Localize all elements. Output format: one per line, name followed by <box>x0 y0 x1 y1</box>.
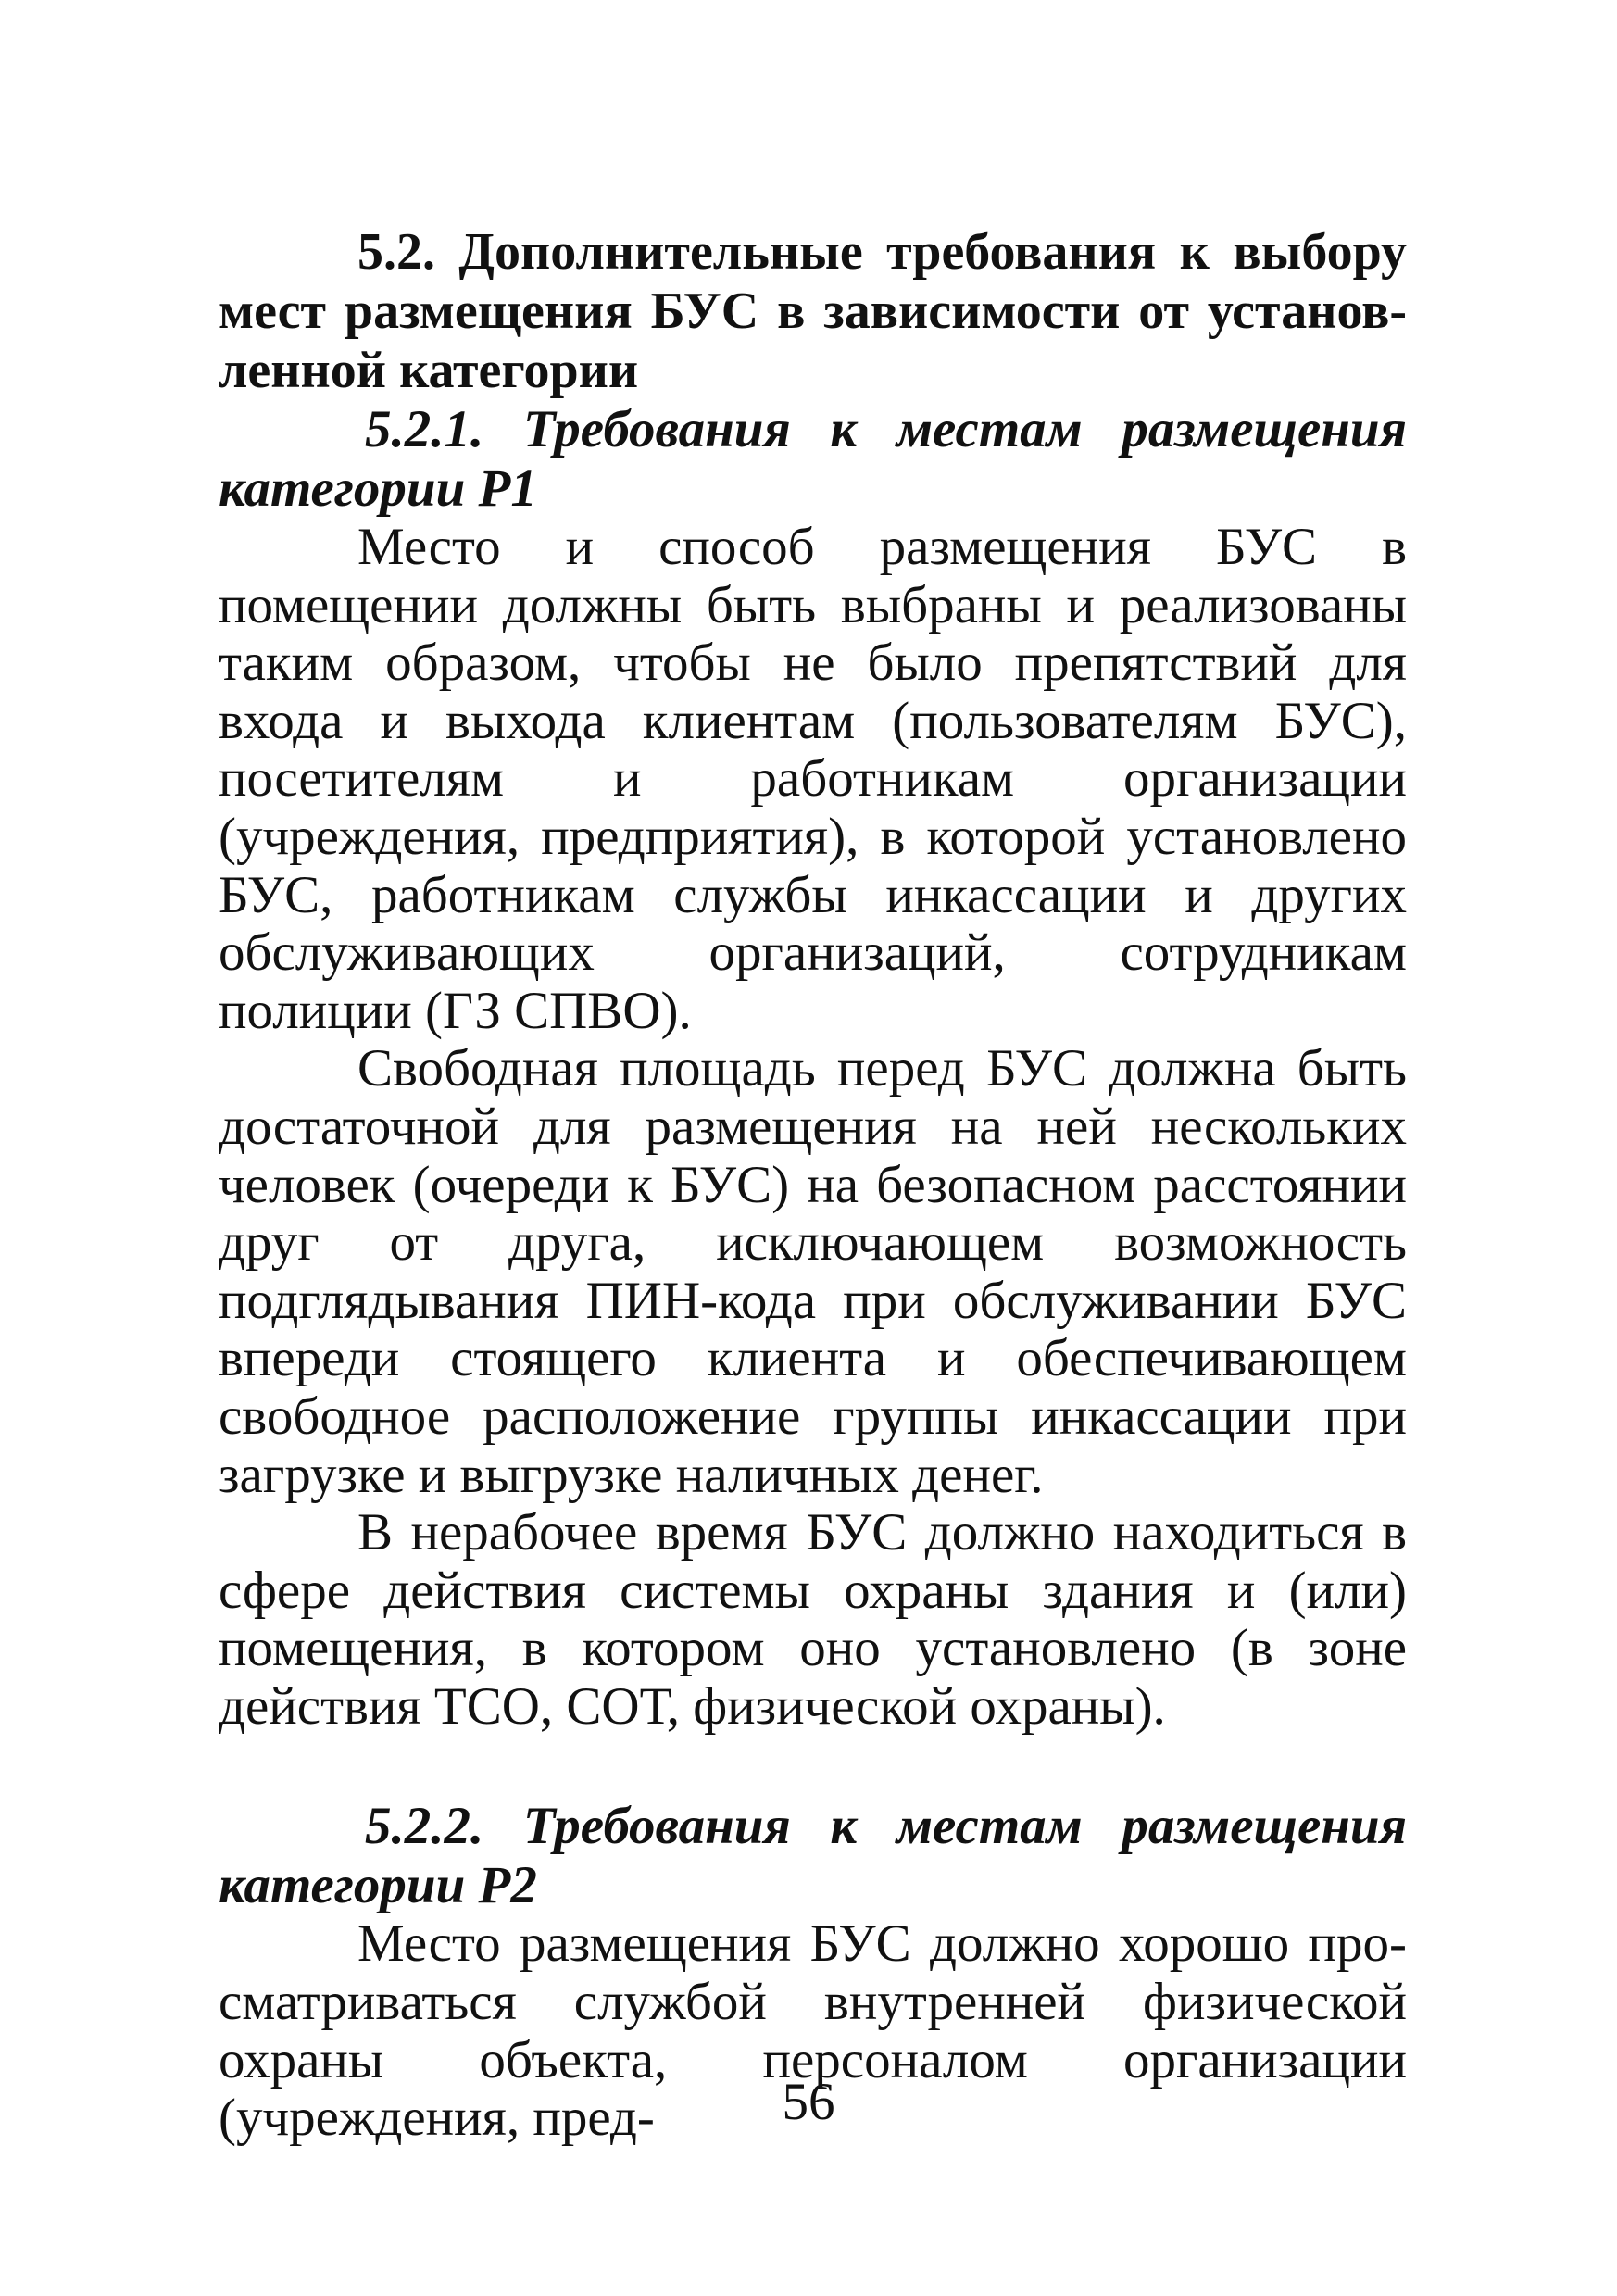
page-number: 56 <box>782 2073 835 2131</box>
subsection-heading-p1: 5.2.1. Требования к местам размещения категории Р1 <box>219 400 1407 518</box>
section-spacer <box>219 1736 1407 1797</box>
paragraph: В нерабочее время БУС должно находиться в сфере действия системы охраны здания и (или) помещения, в котором оно установлено (в зоне действия ТСО, СОТ, физической охраны). <box>219 1503 1407 1736</box>
page-content <box>219 222 1407 2148</box>
section-heading: 5.2. Дополнительные требования к выбору мест размещения БУС в зависимости от установленной категории <box>219 223 1407 399</box>
subsection-heading-p2: 5.2.2. Требования к местам размещения категории Р2 <box>219 1797 1407 1915</box>
paragraph: Место и способ размещения БУС в помещении должны быть выбраны и реализованы таким образом, чтобы не было препятствий для входа и выхода клиентам (пользователям БУС), посетителям и работникам организации (учреждения, предприятия), в которой установлено БУС, работникам службы инкассации и других обслуживающих организаций, сотрудникам полиции (ГЗ СПВО). <box>219 518 1407 1040</box>
paragraph: Свободная площадь перед БУС должна быть достаточной для размещения на ней нескольких человек (очереди к БУС) на безопасном расстоянии друг от друга, исключающем возможность подглядывания ПИН-кода при обслуживании БУС впереди стоящего клиента и обеспечивающем свободное расположение группы инкассации при загрузке и выгрузке наличных денег. <box>219 1039 1407 1504</box>
paragraph: Место размещения БУС должно хорошо просматриваться службой внутренней физической охраны объекта, персоналом организации (учреждения, пред- <box>219 1914 1407 2148</box>
